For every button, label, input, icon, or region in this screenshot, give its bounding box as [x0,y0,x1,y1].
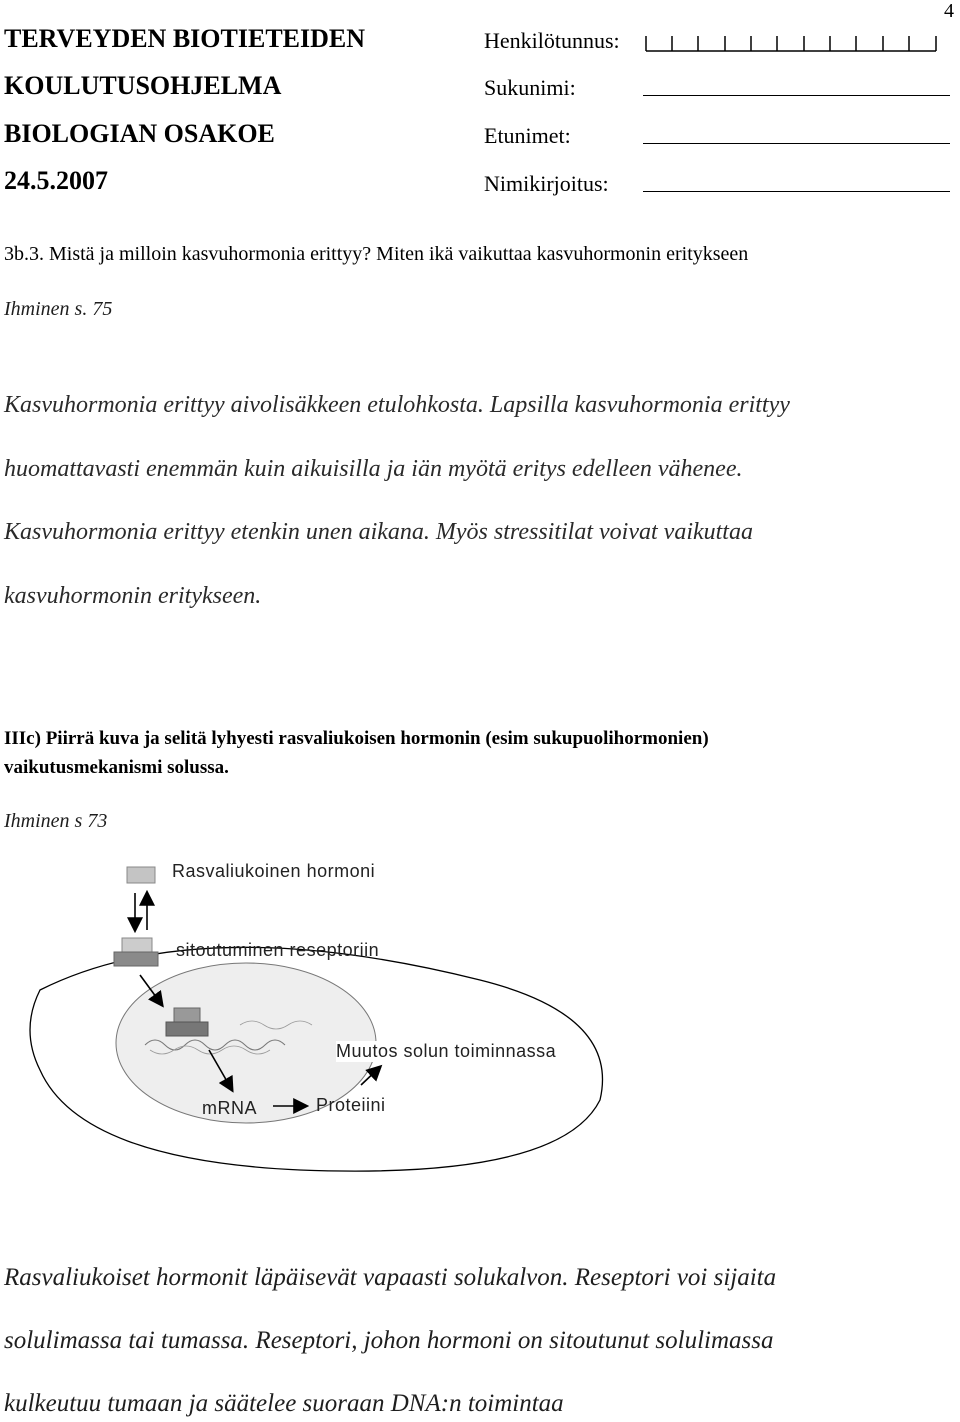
program-title-line1: TERVEYDEN BIOTIETEIDEN [4,24,366,53]
answer-3b3-line1: Kasvuhormonia erittyy aivolisäkkeen etulohkosta. Lapsilla kasvuhormonia erittyy [4,392,790,418]
question-3c-line1: IIIc) Piirrä kuva ja selitä lyhyesti rasvaliukoisen hormonin (esim sukupuolihormonien) [4,728,709,749]
receptor-nucleus [166,1022,208,1036]
answer-3c-line2: solulimassa tai tumassa. Reseptori, johon hormoni on sitoutunut solulimassa [4,1327,774,1354]
receptor-cytoplasm [114,952,158,966]
etunimet-label: Etunimet: [484,123,571,148]
reference-3b3: Ihminen s. 75 [4,298,113,320]
program-title-line2: KOULUTUSOHJELMA [4,71,282,100]
reference-3c: Ihminen s 73 [4,810,108,832]
label-protein: Proteiini [316,1095,386,1115]
henkilotunnus-label: Henkilötunnus: [484,28,620,53]
answer-3c-line3: kulkeutuu tumaan ja säätelee suoraan DNA:n toimintaa [4,1390,564,1417]
nimikirjoitus-field[interactable] [643,191,950,192]
label-cell-function-change: Muutos solun toiminnassa [336,1041,574,1062]
exam-date: 24.5.2007 [4,166,108,195]
etunimet-field[interactable] [643,143,950,144]
nimikirjoitus-label: Nimikirjoitus: [484,171,609,196]
question-3c-line2: vaikutusmekanismi solussa. [4,757,229,778]
label-fat-soluble-hormone: Rasvaliukoinen hormoni [172,861,376,881]
diagram-graphics [0,850,620,1180]
label-receptor-binding: sitoutuminen reseptoriin [176,940,380,960]
answer-3b3-line3: Kasvuhormonia erittyy etenkin unen aikana. Myös stressitilat voivat vaikuttaa [4,519,753,545]
label-mrna: mRNA [202,1098,257,1118]
answer-3b3-line2: huomattavasti enemmän kuin aikuisilla ja iän myötä eritys edelleen vähenee. [4,456,743,482]
hormone-mechanism-diagram [0,850,620,1180]
exam-title: BIOLOGIAN OSAKOE [4,119,275,148]
question-3b3: 3b.3. Mistä ja milloin kasvuhormonia erittyy? Miten ikä vaikuttaa kasvuhormonin eritykseen [4,243,749,265]
sukunimi-label: Sukunimi: [484,75,576,100]
page-number: 4 [944,0,954,22]
sukunimi-field[interactable] [643,95,950,96]
answer-3b3-line4: kasvuhormonin eritykseen. [4,583,262,609]
answer-3c-line1: Rasvaliukoiset hormonit läpäisevät vapaasti solukalvon. Reseptori voi sijaita [4,1264,777,1291]
henkilotunnus-field[interactable] [645,32,937,52]
hormone-square [127,867,155,883]
